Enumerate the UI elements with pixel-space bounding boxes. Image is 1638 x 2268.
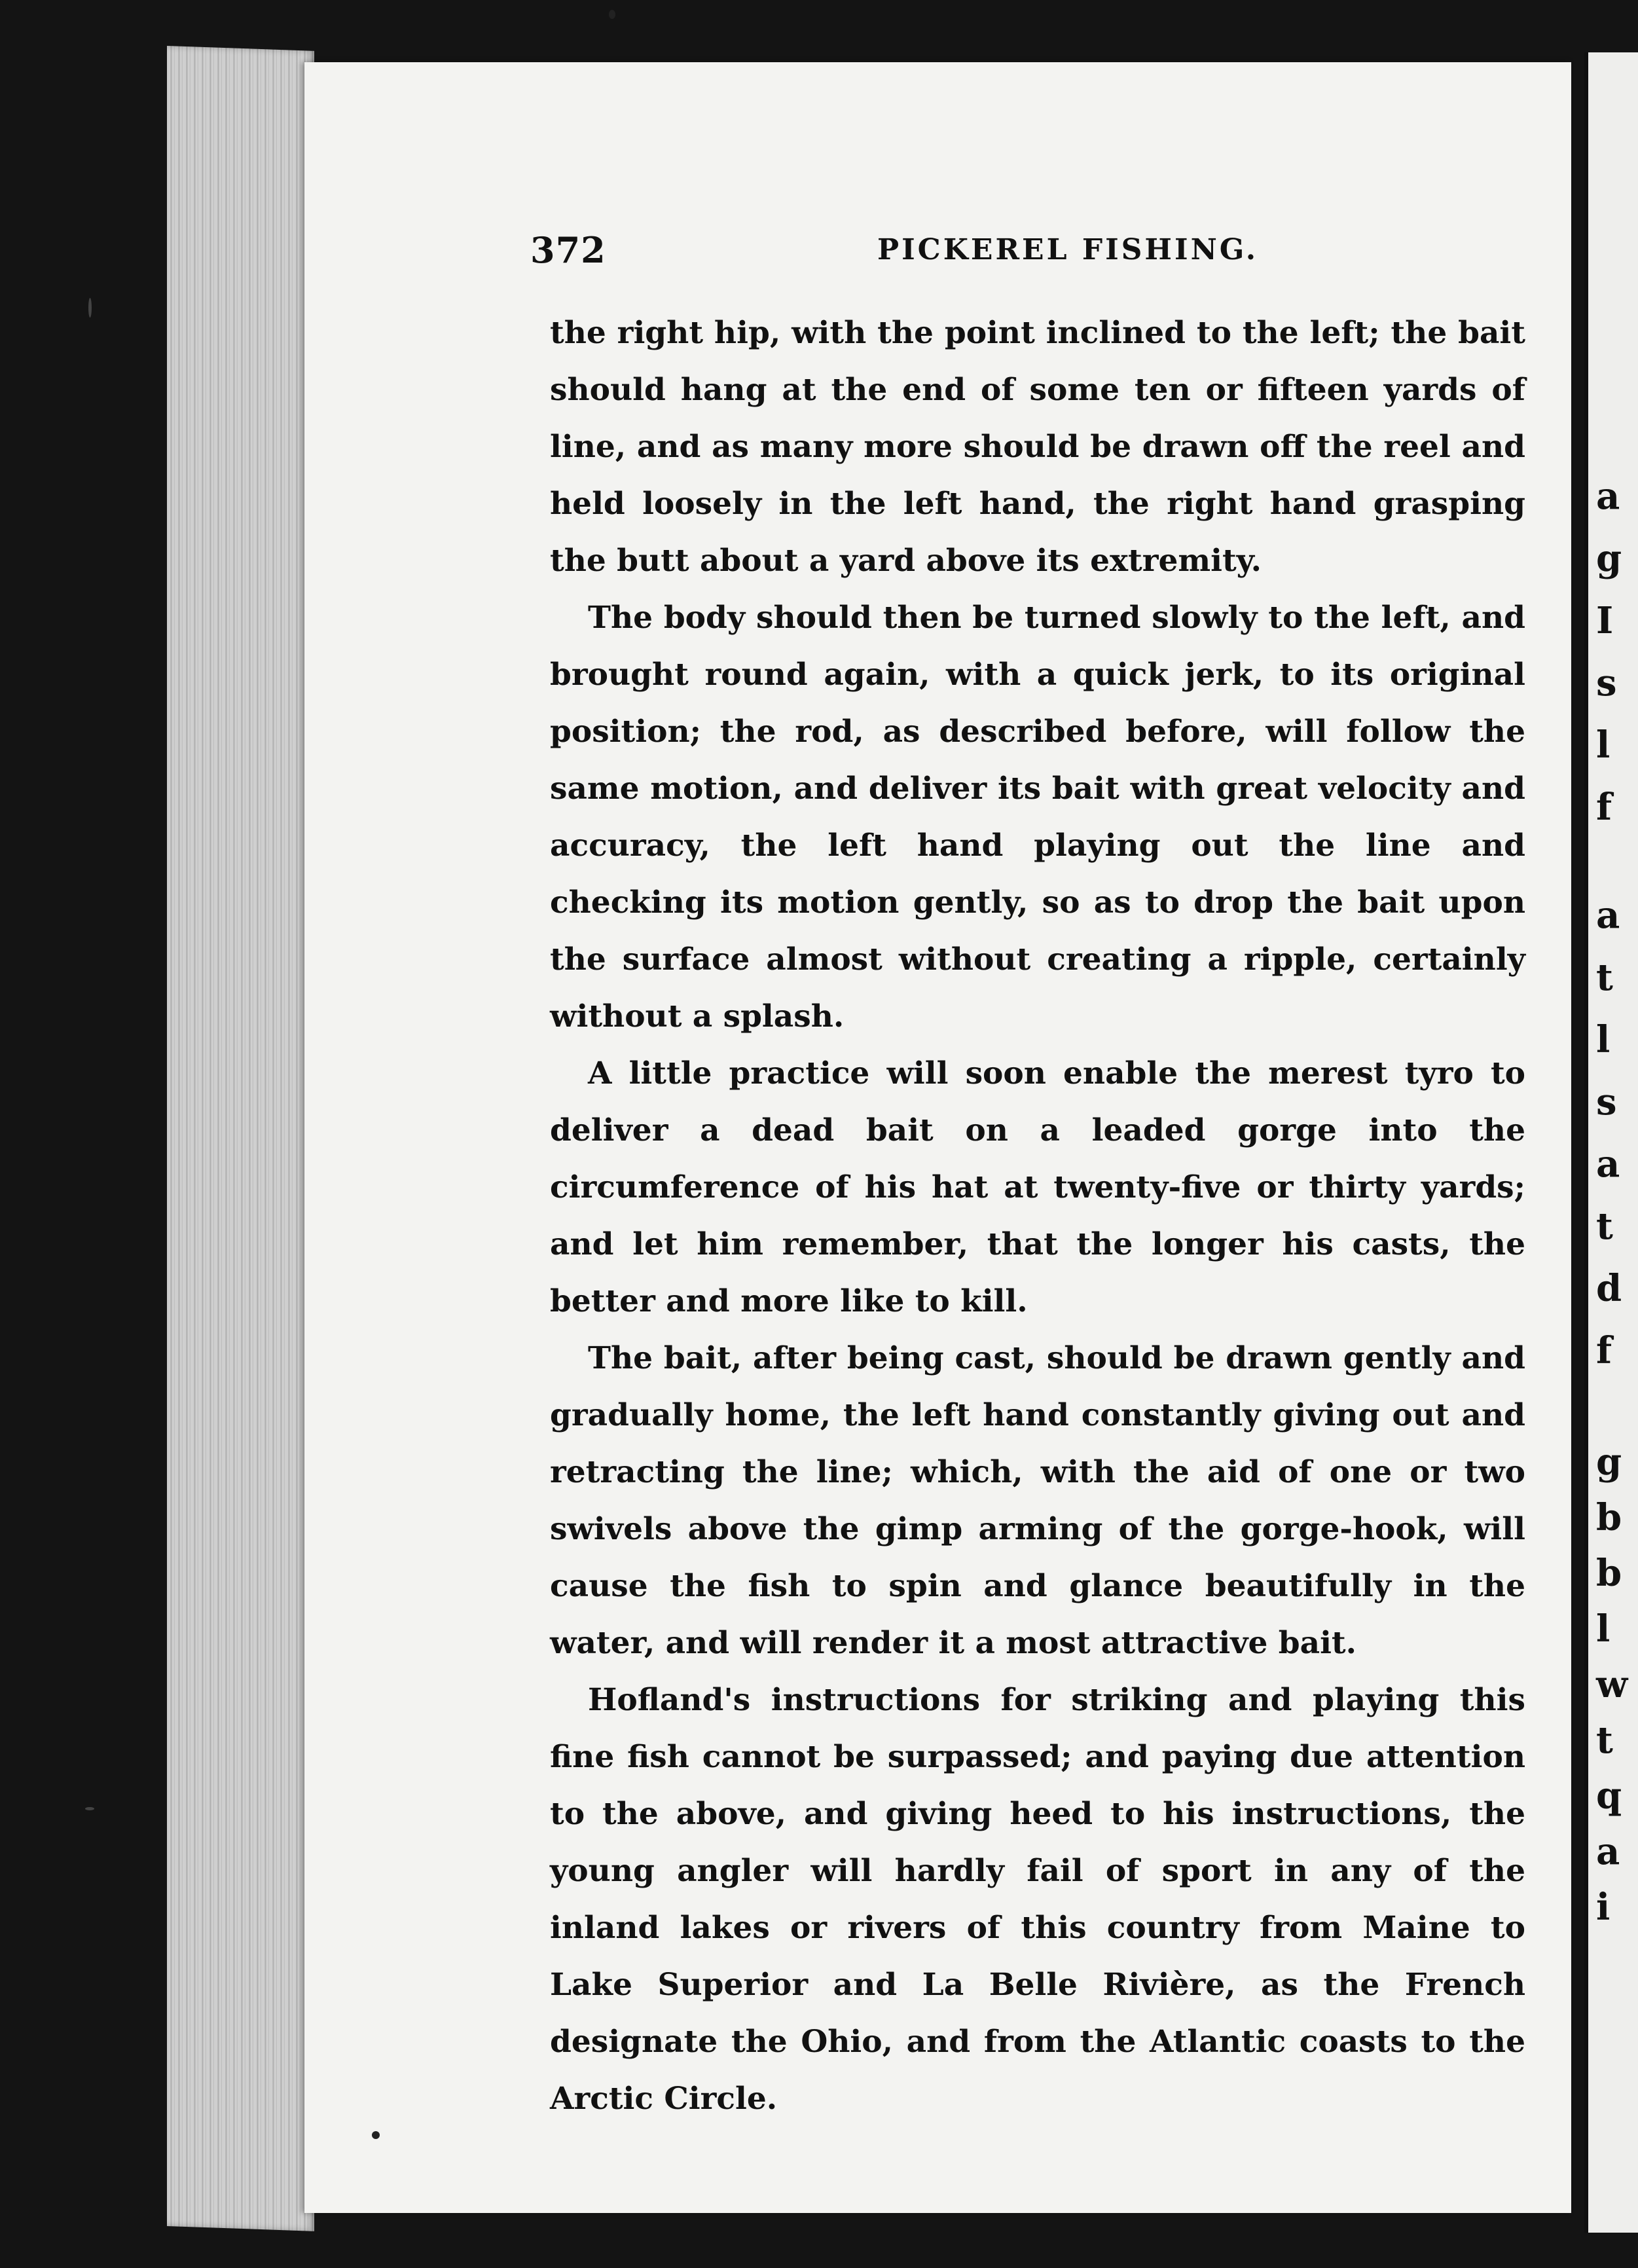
facing-letter: s <box>1596 1080 1617 1124</box>
body-text <box>550 304 1525 2127</box>
paragraph: A little practice will soon enable the merest tyro to deliver a dead bait on a leaded gorge into the circumference of his hat at twenty-five or thirty yards; and let him remember, that the longer his casts, the better and more like to kill. <box>550 1055 1525 1319</box>
paragraph: Hofland's instructions for striking and playing this fine fish cannot be surpassed; and paying due attention to the above, and giving heed to his instructions, the young angler will hardly fail of sport in any of the inland lakes or rivers of this country from Maine to Lake Superior and La Belle Rivière, as the French designate the Ohio, and from the Atlantic coasts to the Arctic Circle. <box>550 1682 1525 2117</box>
facing-letter: t <box>1596 1205 1613 1248</box>
running-head <box>530 229 1512 275</box>
dust-speck <box>372 2131 380 2139</box>
facing-letter: a <box>1596 475 1620 518</box>
page-edges <box>167 46 314 2231</box>
page-number: 372 <box>530 229 606 271</box>
facing-letter: I <box>1596 599 1614 642</box>
facing-letter: a <box>1596 894 1620 937</box>
dust-speck <box>85 1807 94 1810</box>
facing-letter: b <box>1596 1552 1622 1595</box>
facing-letter: b <box>1596 1496 1622 1539</box>
facing-letter: l <box>1596 1018 1611 1061</box>
paragraph: The body should then be turned slowly to the left, and brought round again, with a quick jerk, to its original position; the rod, as described before, will follow the same motion, and deliver its bait with great velocity and accuracy, the left hand playing out the line and checking its motion gently, so as to drop the bait upon the surface almost without creating a ripple, certainly without a splash. <box>550 600 1525 1034</box>
page-title: PICKEREL FISHING. <box>877 233 1259 266</box>
facing-letter: a <box>1596 1143 1620 1186</box>
facing-letter: l <box>1596 723 1611 767</box>
facing-letter: f <box>1596 1329 1612 1372</box>
dust-speck <box>88 298 92 318</box>
paragraph: The bait, after being cast, should be drawn gently and gradually home, the left hand constantly giving out and retracting the line; which, with the aid of one or two swivels above the gimp arming of the gorge-hook, will cause the fish to spin and glance beautifully in the water, and will render it a most attractive bait. <box>550 1340 1525 1661</box>
facing-letter: q <box>1596 1774 1622 1818</box>
dust-speck <box>609 10 615 19</box>
facing-letter: a <box>1596 1830 1620 1873</box>
facing-letter: d <box>1596 1267 1622 1310</box>
facing-letter: w <box>1596 1663 1628 1706</box>
facing-letter: f <box>1596 786 1612 829</box>
facing-letter: t <box>1596 956 1613 999</box>
facing-page-sliver <box>1584 52 1638 2233</box>
paragraph: the right hip, with the point inclined to the left; the bait should hang at the end of some ten or fifteen yards of line, and as many more should be drawn off the reel and held loosely in the left hand, the right hand grasping the butt about a yard above its extremity. <box>550 315 1525 579</box>
facing-letter: i <box>1596 1886 1611 1929</box>
facing-letter: g <box>1596 1440 1622 1484</box>
facing-letter: g <box>1596 537 1622 580</box>
facing-letter: t <box>1596 1719 1613 1762</box>
facing-letter: l <box>1596 1607 1611 1651</box>
facing-letter: s <box>1596 661 1617 704</box>
